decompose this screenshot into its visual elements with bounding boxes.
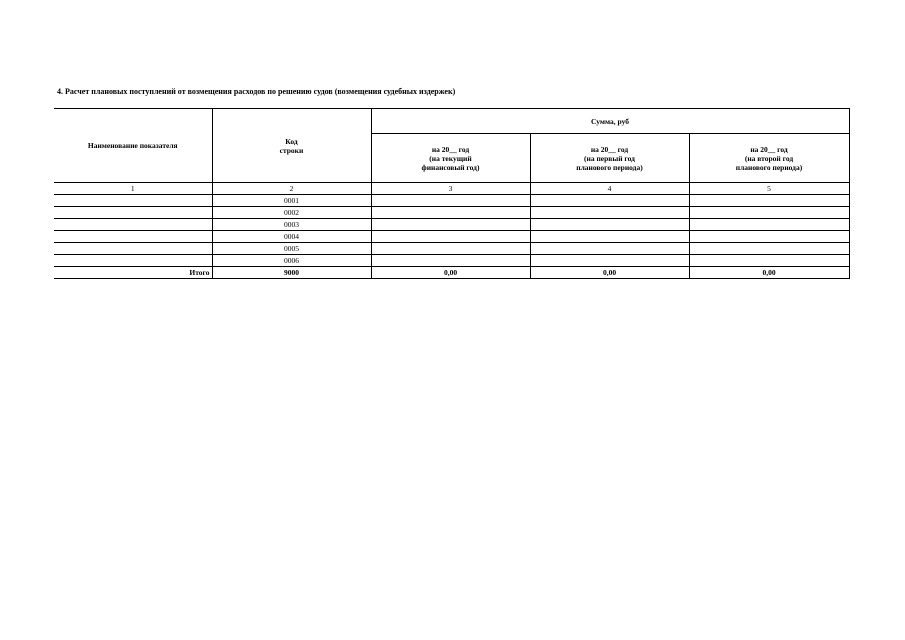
table-row: [54, 243, 849, 255]
cell-value[interactable]: [530, 243, 689, 255]
cell-value[interactable]: [371, 255, 530, 267]
cell-value[interactable]: [371, 207, 530, 219]
cell-code: 0002: [212, 207, 371, 219]
planned-receipts-table: [54, 108, 850, 279]
header-row-code: Код строки: [212, 109, 371, 183]
cell-value[interactable]: [689, 231, 849, 243]
cell-value[interactable]: [530, 207, 689, 219]
cell-name[interactable]: [54, 195, 212, 207]
cell-code: 0003: [212, 219, 371, 231]
table-row: [54, 207, 849, 219]
cell-value[interactable]: [371, 231, 530, 243]
cell-value[interactable]: [689, 243, 849, 255]
cell-code: 0006: [212, 255, 371, 267]
cell-name[interactable]: [54, 255, 212, 267]
header-indicator-name: Наименование показателя: [54, 109, 212, 183]
total-row: [54, 267, 849, 279]
total-label: Итого: [54, 267, 212, 279]
cell-value[interactable]: [530, 231, 689, 243]
cell-value[interactable]: [530, 219, 689, 231]
cell-value[interactable]: [371, 195, 530, 207]
cell-code: 0004: [212, 231, 371, 243]
col-number-1: 1: [54, 183, 212, 195]
table-row: [54, 231, 849, 243]
cell-name[interactable]: [54, 243, 212, 255]
cell-name[interactable]: [54, 231, 212, 243]
cell-value[interactable]: [689, 195, 849, 207]
cell-code: 0005: [212, 243, 371, 255]
table-row: [54, 195, 849, 207]
section-title: 4. Расчет плановых поступлений от возмещения расходов по решению судов (возмещения судебных издержек): [57, 87, 456, 96]
cell-value[interactable]: [689, 255, 849, 267]
cell-value[interactable]: [371, 243, 530, 255]
total-value-second-plan-year: 0,00: [689, 267, 849, 279]
table-row: [54, 255, 849, 267]
cell-name[interactable]: [54, 207, 212, 219]
total-value-first-plan-year: 0,00: [530, 267, 689, 279]
cell-name[interactable]: [54, 219, 212, 231]
cell-value[interactable]: [689, 207, 849, 219]
col-number-4: 4: [530, 183, 689, 195]
cell-value[interactable]: [371, 219, 530, 231]
header-current-year: на 20__ год (на текущий финансовый год): [371, 134, 530, 183]
col-number-3: 3: [371, 183, 530, 195]
total-code: 9000: [212, 267, 371, 279]
col-number-2: 2: [212, 183, 371, 195]
col-number-5: 5: [689, 183, 849, 195]
cell-value[interactable]: [689, 219, 849, 231]
total-value-current-year: 0,00: [371, 267, 530, 279]
cell-code: 0001: [212, 195, 371, 207]
header-second-plan-year: на 20__ год (на второй год планового периода): [689, 134, 849, 183]
header-first-plan-year: на 20__ год (на первый год планового периода): [530, 134, 689, 183]
cell-value[interactable]: [530, 255, 689, 267]
cell-value[interactable]: [530, 195, 689, 207]
table-row: [54, 219, 849, 231]
header-sum: Сумма, руб: [371, 109, 849, 134]
